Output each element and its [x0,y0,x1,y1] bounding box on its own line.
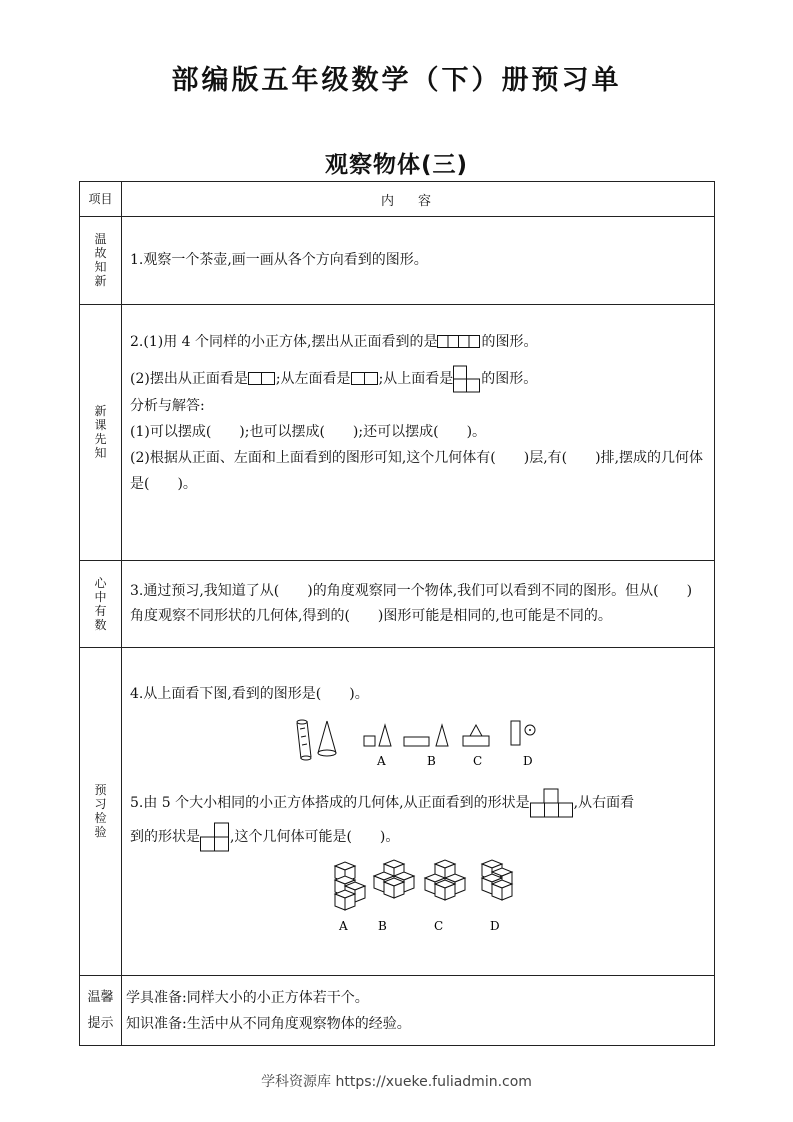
row-self-check [80,561,715,648]
question-2-part2: (2)摆出从正面看是 ;从左面看是 ;从上面看是 的图形。 [130,365,706,393]
row-preview-test [80,648,715,976]
q4-option-d-label: D [523,754,533,767]
top-view-figure [453,365,481,393]
row-label-self-check: 心中有数 [94,575,107,632]
question-2-part1: 2.(1)用 4 个同样的小正方体,摆出从正面看到的是 的图形。 [130,333,538,350]
q5-option-b-label: B [378,919,387,933]
row-new-lesson [80,305,715,561]
row-label-preview-test: 预习检验 [94,783,107,839]
q4-option-b-label: B [427,754,436,767]
header-item-label: 项目 [80,182,122,217]
question-1: 1.观察一个茶壶,画一画从各个方向看到的图形。 [130,252,428,268]
preview-sheet-table [79,181,715,1046]
q5-option-d-label: D [490,919,500,933]
q4-option-c-label: C [473,754,483,767]
answer-2: (2)根据从正面、左面和上面看到的图形可知,这个几何体有( )层,有( )排,摆成的几何体是( )。 [130,449,704,492]
tip-tools: 学具准备:同样大小的小正方体若干个。 [126,989,369,1006]
left-view-figure [351,371,379,386]
cone-shape [318,721,336,756]
tip-knowledge: 知识准备:生活中从不同角度观察物体的经验。 [126,1015,411,1032]
front-view-figure [248,371,276,386]
q5-option-c-label: C [434,919,444,933]
option-b-figure [404,725,448,746]
question-4: 4.从上面看下图,看到的图形是( )。 [130,686,369,702]
footer-source-link[interactable]: 学科资源库 https://xueke.fuliadmin.com [261,1074,532,1090]
q4-option-a-label: A [377,754,386,767]
answer-1: (1)可以摆成( );也可以摆成( );还可以摆成( )。 [130,423,487,440]
page-title: 部编版五年级数学（下）册预习单 [171,65,622,96]
row-label-new-lesson: 新课先知 [94,404,107,460]
option-c-figure [463,725,489,746]
table-header-row [80,182,715,217]
option-a-figure [364,725,391,746]
q5-options-figure [130,854,730,938]
question-3: 3.通过预习,我知道了从( )的角度观察同一个物体,我们可以看到不同的图形。但从( )角度观察不同形状的几何体,得到的( )图形可能是相同的,也可能是不同的。 [130,583,693,624]
q5-option-b-cubes [374,860,414,898]
tilted-cylinder-shape [297,720,311,760]
q5-front-view-figure [530,788,574,818]
q5-option-a-label: A [339,919,348,933]
option-d-figure [511,721,535,745]
row-label-tips: 温馨提示 [87,989,114,1031]
q4-figure [130,715,720,767]
q5-option-a-cubes [335,862,365,910]
row-tips [80,976,715,1046]
header-content-label: 内容 [122,182,715,217]
q5-option-c-cubes [425,860,465,900]
question-5: 5.由 5 个大小相同的小正方体搭成的几何体,从正面看到的形状是 ,从右面看 到的形状是 ,这个几何体可能是( )。 [130,786,706,854]
four-squares-row-figure [437,334,481,349]
q5-right-view-figure [200,822,230,852]
row-review [80,217,715,305]
lesson-subtitle: 观察物体(三) [324,152,469,178]
q5-option-d-cubes [482,860,512,900]
analysis-heading: 分析与解答: [130,397,205,414]
row-label-review: 温故知新 [94,232,107,288]
